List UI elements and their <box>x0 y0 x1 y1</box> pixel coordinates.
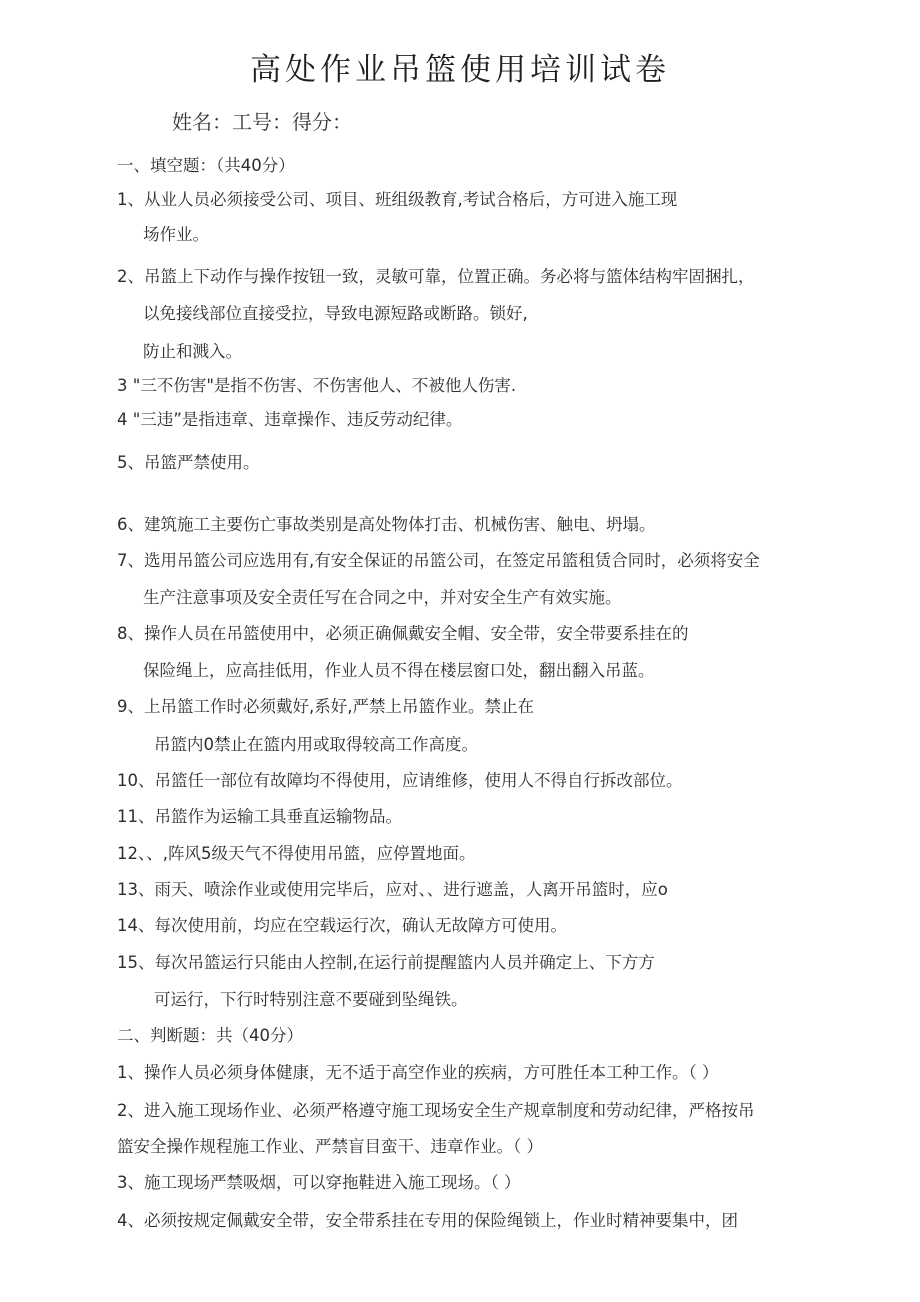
question-line: 11、吊篮作为运输工具垂直运输物品。 <box>117 807 402 826</box>
question-line: 9、上吊篮工作时必须戴好,系好,严禁上吊篮作业。禁止在 <box>117 697 534 716</box>
question-line: 2、吊篮上下动作与操作按钮一致，灵敏可靠，位置正确。务必将与篮体结构牢固捆扎， <box>117 267 755 286</box>
question-line: 12、、,阵风5级天气不得使用吊篮，应停置地面。 <box>117 844 476 863</box>
question-line: 篮安全操作规程施工作业、严禁盲目蛮干、违章作业。（ ） <box>117 1137 543 1156</box>
question-line: 以免接线部位直接受拉，导致电源短路或断路。锁好, <box>143 304 528 323</box>
question-line: 15、每次吊篮运行只能由人控制,在运行前提醒篮内人员并确定上、下方方 <box>117 953 655 972</box>
section-2-heading: 二、判断题：共（40分） <box>117 1026 303 1045</box>
question-line: 5、吊篮严禁使用。 <box>117 453 260 472</box>
question-line: 保险绳上，应高挂低用，作业人员不得在楼层窗口处，翻出翻入吊蓝。 <box>143 661 655 680</box>
question-line: 3 "三不伤害"是指不伤害、不伤害他人、不被他人伤害. <box>117 376 517 395</box>
exam-title: 高处作业吊篮使用培训试卷 <box>250 52 670 88</box>
question-line: 6、建筑施工主要伤亡事故类别是高处物体打击、机械伤害、触电、坍塌。 <box>117 515 656 534</box>
question-line: 13、雨天、喷涂作业或使用完毕后，应对、、进行遮盖，人离开吊篮时，应o <box>117 880 668 899</box>
question-line: 可运行，下行时特别注意不要碰到坠绳铁。 <box>154 990 468 1009</box>
question-line: 场作业。 <box>143 225 209 244</box>
question-line: 7、选用吊篮公司应选用有,有安全保证的吊篮公司，在签定吊篮租赁合同时，必须将安全 <box>117 551 760 570</box>
question-line: 14、每次使用前，均应在空载运行次，确认无故障方可使用。 <box>117 916 567 935</box>
question-line: 防止和溅入。 <box>143 342 242 361</box>
question-line: 1、操作人员必须身体健康，无不适于高空作业的疾病，方可胜任本工种工作。（ ） <box>117 1063 719 1082</box>
section-1-heading: 一、填空题：（共40分） <box>117 156 295 175</box>
question-line: 2、进入施工现场作业、必须严格遵守施工现场安全生产规章制度和劳动纪律，严格按吊 <box>117 1101 755 1120</box>
question-line: 4、必须按规定佩戴安全带，安全带系挂在专用的保险绳锁上，作业时精神要集中，团 <box>117 1211 738 1230</box>
name-id-score-line: 姓名：工号：得分： <box>172 110 352 134</box>
question-line: 3、施工现场严禁吸烟，可以穿拖鞋进入施工现场。（ ） <box>117 1173 521 1192</box>
question-line: 1、从业人员必须接受公司、项目、班组级教育,考试合格后，方可进入施工现 <box>117 190 678 209</box>
question-line: 8、操作人员在吊篮使用中，必须正确佩戴安全帽、安全带，安全带要系挂在的 <box>117 624 689 643</box>
question-line: 10、吊篮任一部位有故障均不得使用，应请维修，使用人不得自行拆改部位。 <box>117 771 683 790</box>
question-line: 生产注意事项及安全责任写在合同之中，并对安全生产有效实施。 <box>143 588 622 607</box>
question-line: 4 "三违”是指违章、违章操作、违反劳动纪律。 <box>117 410 463 429</box>
question-line: 吊篮内0禁止在篮内用或取得较高工作高度。 <box>154 735 478 754</box>
